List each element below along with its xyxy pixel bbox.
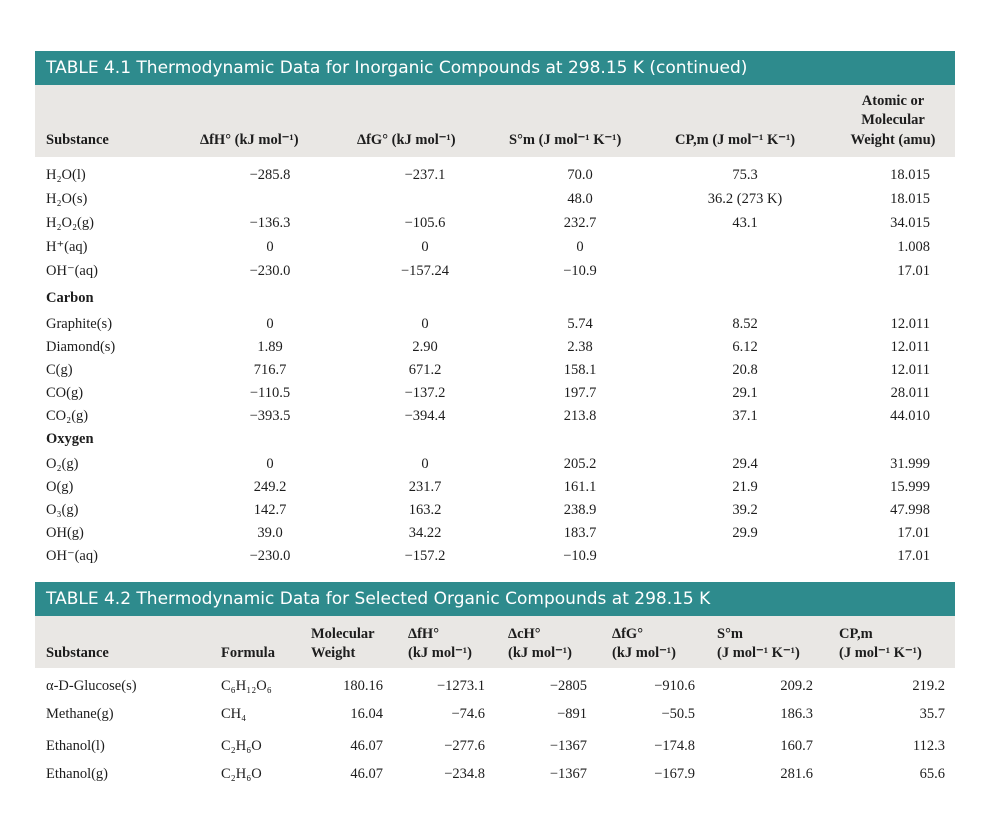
header-dfh: ΔfH° (kJ mol⁻¹) bbox=[200, 132, 299, 148]
header-sm-line1: S°m bbox=[717, 626, 743, 642]
cell-sm: 48.0 bbox=[567, 191, 593, 207]
table-row bbox=[35, 546, 955, 566]
cell-substance: C(g) bbox=[46, 362, 73, 378]
cell-dfg: 0 bbox=[421, 239, 429, 255]
cell-dfh: 0 bbox=[266, 316, 274, 332]
cell-sm: 281.6 bbox=[780, 766, 813, 782]
cell-mw: 15.999 bbox=[890, 479, 930, 495]
cell-mw: 17.01 bbox=[897, 263, 930, 279]
cell-mw: 31.999 bbox=[890, 456, 930, 472]
header-cp-line1: CP,m bbox=[839, 626, 873, 642]
cell-sm: 205.2 bbox=[563, 456, 597, 472]
cell-dfg: 671.2 bbox=[408, 362, 442, 378]
cell-substance: CO(g) bbox=[46, 385, 84, 401]
cell-formula: CH₄ bbox=[221, 706, 247, 722]
cell-formula: C₂H₆O bbox=[221, 738, 262, 754]
table-row bbox=[35, 165, 955, 185]
cell-dfg: −394.4 bbox=[404, 408, 446, 424]
cell-dfg: −237.1 bbox=[404, 167, 446, 183]
cell-dfh: 0 bbox=[266, 456, 274, 472]
cell-dfg: 0 bbox=[421, 456, 429, 472]
cell-dch: −1367 bbox=[549, 766, 587, 782]
header-formula: Formula bbox=[221, 645, 275, 661]
cell-substance: H₂O(l) bbox=[46, 167, 86, 183]
cell-dfg: 231.7 bbox=[408, 479, 442, 495]
cell-sm: −10.9 bbox=[563, 548, 597, 564]
section-label-oxygen: Oxygen bbox=[46, 431, 94, 447]
cell-substance: O(g) bbox=[46, 479, 74, 495]
cell-cp: 29.4 bbox=[732, 456, 758, 472]
table-row bbox=[35, 383, 955, 403]
cell-substance: CO₂(g) bbox=[46, 408, 89, 424]
cell-cp: 29.1 bbox=[732, 385, 758, 401]
header-dfg: ΔfG° (kJ mol⁻¹) bbox=[357, 132, 456, 148]
cell-dfh: 142.7 bbox=[253, 502, 287, 518]
header-dfh-line2: (kJ mol⁻¹) bbox=[408, 645, 472, 661]
table-row bbox=[35, 189, 955, 209]
cell-cp: 21.9 bbox=[732, 479, 758, 495]
cell-dfh: −277.6 bbox=[444, 738, 485, 754]
cell-mw: 18.015 bbox=[890, 167, 930, 183]
header-mw-line3: Weight (amu) bbox=[850, 132, 936, 148]
table-row bbox=[35, 764, 955, 784]
table-4-2-title: TABLE 4.2 Thermodynamic Data for Selected Organic Compounds at 298.15 K bbox=[35, 582, 955, 616]
header-cp: CP,m (J mol⁻¹ K⁻¹) bbox=[675, 132, 796, 148]
table-row bbox=[35, 360, 955, 380]
table-row bbox=[35, 704, 955, 724]
table-row bbox=[35, 314, 955, 334]
cell-dfh: 0 bbox=[266, 239, 274, 255]
cell-dfh: 249.2 bbox=[253, 479, 287, 495]
header-dfg-line2: (kJ mol⁻¹) bbox=[612, 645, 676, 661]
cell-dfh: −110.5 bbox=[249, 385, 291, 401]
cell-dfg: −174.8 bbox=[654, 738, 695, 754]
cell-mw: 1.008 bbox=[897, 239, 930, 255]
cell-substance: OH(g) bbox=[46, 525, 84, 541]
cell-dch: −891 bbox=[557, 706, 587, 722]
cell-dfg: 163.2 bbox=[408, 502, 442, 518]
table-row bbox=[35, 500, 955, 520]
cell-substance: O₂(g) bbox=[46, 456, 79, 472]
table-4-1-header bbox=[35, 85, 955, 157]
table-row bbox=[35, 213, 955, 233]
table-4-1 bbox=[35, 51, 955, 564]
table-4-2 bbox=[35, 582, 955, 782]
cell-cp: 35.7 bbox=[919, 706, 945, 722]
cell-sm: 238.9 bbox=[563, 502, 597, 518]
table-row bbox=[35, 406, 955, 426]
cell-cp: 6.12 bbox=[732, 339, 758, 355]
cell-dch: −2805 bbox=[549, 678, 587, 694]
header-substance: Substance bbox=[46, 645, 109, 661]
cell-mw: 34.015 bbox=[890, 215, 930, 231]
cell-cp: 20.8 bbox=[732, 362, 758, 378]
cell-formula: C₆H₁₂O₆ bbox=[221, 678, 272, 694]
cell-substance: Ethanol(g) bbox=[46, 766, 109, 782]
cell-sm: 232.7 bbox=[563, 215, 597, 231]
cell-mw: 44.010 bbox=[890, 408, 930, 424]
cell-cp: 8.52 bbox=[732, 316, 758, 332]
cell-substance: Diamond(s) bbox=[46, 339, 116, 355]
cell-sm: 158.1 bbox=[563, 362, 597, 378]
cell-mw: 17.01 bbox=[897, 525, 930, 541]
table-row bbox=[35, 523, 955, 543]
header-cp-line2: (J mol⁻¹ K⁻¹) bbox=[839, 645, 922, 661]
cell-mw: 16.04 bbox=[350, 706, 383, 722]
table-row bbox=[35, 454, 955, 474]
header-dch-line2: (kJ mol⁻¹) bbox=[508, 645, 572, 661]
cell-mw: 17.01 bbox=[897, 548, 930, 564]
cell-dfg: −167.9 bbox=[654, 766, 695, 782]
cell-sm: 161.1 bbox=[563, 479, 597, 495]
cell-dfg: −105.6 bbox=[404, 215, 446, 231]
cell-substance: H₂O₂(g) bbox=[46, 215, 94, 231]
cell-dfh: −230.0 bbox=[249, 263, 291, 279]
cell-substance: H⁺(aq) bbox=[46, 239, 88, 255]
cell-dfh: −74.6 bbox=[451, 706, 485, 722]
table-row bbox=[35, 337, 955, 357]
cell-cp: 219.2 bbox=[912, 678, 945, 694]
cell-sm: 209.2 bbox=[780, 678, 813, 694]
cell-cp: 65.6 bbox=[919, 766, 945, 782]
cell-mw: 18.015 bbox=[890, 191, 930, 207]
cell-dfg: −157.2 bbox=[404, 548, 446, 564]
cell-dfg: −137.2 bbox=[404, 385, 446, 401]
table-row bbox=[35, 477, 955, 497]
header-dch-line1: ΔcH° bbox=[508, 626, 541, 642]
cell-dfg: −910.6 bbox=[654, 678, 695, 694]
cell-dfg: 34.22 bbox=[408, 525, 442, 541]
cell-cp: 43.1 bbox=[732, 215, 758, 231]
cell-dfh: −1273.1 bbox=[436, 678, 485, 694]
cell-dfh: 1.89 bbox=[257, 339, 283, 355]
cell-sm: 197.7 bbox=[563, 385, 597, 401]
cell-mw: 28.011 bbox=[890, 385, 930, 401]
cell-dfg: −157.24 bbox=[400, 263, 450, 279]
cell-dfh: −136.3 bbox=[249, 215, 291, 231]
header-sm-line2: (J mol⁻¹ K⁻¹) bbox=[717, 645, 800, 661]
cell-sm: −10.9 bbox=[563, 263, 597, 279]
cell-substance: OH⁻(aq) bbox=[46, 263, 98, 279]
cell-mw: 46.07 bbox=[350, 738, 383, 754]
cell-formula: C₂H₆O bbox=[221, 766, 262, 782]
cell-dfg: 2.90 bbox=[412, 339, 438, 355]
section-label-carbon: Carbon bbox=[46, 290, 94, 306]
cell-cp: 29.9 bbox=[732, 525, 758, 541]
cell-mw: 12.011 bbox=[890, 316, 930, 332]
cell-mw: 46.07 bbox=[350, 766, 383, 782]
header-mw-line2: Weight bbox=[311, 645, 356, 661]
cell-sm: 5.74 bbox=[567, 316, 593, 332]
cell-sm: 2.38 bbox=[567, 339, 593, 355]
cell-dfg: −50.5 bbox=[661, 706, 695, 722]
header-dfg-line1: ΔfG° bbox=[612, 626, 643, 642]
header-mw-line1: Molecular bbox=[311, 626, 375, 642]
table-row bbox=[35, 261, 955, 281]
cell-dfh: −393.5 bbox=[249, 408, 291, 424]
table-row bbox=[35, 736, 955, 756]
table-4-1-title: TABLE 4.1 Thermodynamic Data for Inorganic Compounds at 298.15 K (continued) bbox=[35, 51, 955, 85]
cell-sm: 160.7 bbox=[780, 738, 813, 754]
cell-substance: OH⁻(aq) bbox=[46, 548, 98, 564]
cell-cp: 37.1 bbox=[732, 408, 758, 424]
cell-sm: 0 bbox=[576, 239, 584, 255]
cell-cp: 75.3 bbox=[732, 167, 758, 183]
header-mw-line2: Molecular bbox=[861, 112, 925, 128]
cell-substance: Graphite(s) bbox=[46, 316, 113, 332]
cell-cp: 112.3 bbox=[912, 738, 945, 754]
cell-dfh: −285.8 bbox=[249, 167, 291, 183]
cell-sm: 213.8 bbox=[563, 408, 597, 424]
header-mw-line1: Atomic or bbox=[861, 93, 925, 109]
cell-dfg: 0 bbox=[421, 316, 429, 332]
table-4-2-header bbox=[35, 616, 955, 668]
cell-dch: −1367 bbox=[549, 738, 587, 754]
cell-mw: 12.011 bbox=[890, 362, 930, 378]
cell-mw: 180.16 bbox=[343, 678, 383, 694]
cell-substance: α-D-Glucose(s) bbox=[46, 678, 137, 694]
cell-mw: 12.011 bbox=[890, 339, 930, 355]
header-dfh-line1: ΔfH° bbox=[408, 626, 439, 642]
cell-cp: 36.2 (273 K) bbox=[707, 191, 783, 207]
cell-substance: Ethanol(l) bbox=[46, 738, 105, 754]
cell-substance: O₃(g) bbox=[46, 502, 79, 518]
cell-substance: Methane(g) bbox=[46, 706, 114, 722]
table-row bbox=[35, 676, 955, 696]
cell-sm: 70.0 bbox=[567, 167, 593, 183]
cell-mw: 47.998 bbox=[890, 502, 930, 518]
header-substance: Substance bbox=[46, 132, 109, 148]
cell-sm: 186.3 bbox=[780, 706, 813, 722]
table-row bbox=[35, 237, 955, 257]
cell-substance: H₂O(s) bbox=[46, 191, 88, 207]
cell-sm: 183.7 bbox=[563, 525, 597, 541]
header-sm: S°m (J mol⁻¹ K⁻¹) bbox=[509, 132, 622, 148]
cell-dfh: 39.0 bbox=[257, 525, 283, 541]
cell-dfh: 716.7 bbox=[253, 362, 287, 378]
cell-cp: 39.2 bbox=[732, 502, 758, 518]
cell-dfh: −230.0 bbox=[249, 548, 291, 564]
cell-dfh: −234.8 bbox=[444, 766, 485, 782]
